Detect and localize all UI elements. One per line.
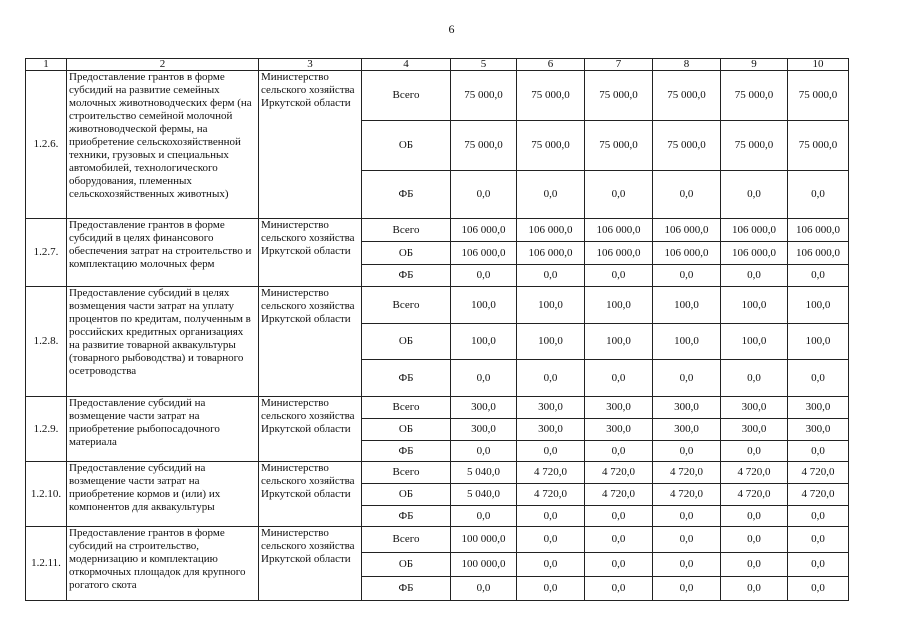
amount-cell: 75 000,0 bbox=[585, 121, 653, 171]
amount-cell: 106 000,0 bbox=[788, 219, 849, 242]
amount-cell: 4 720,0 bbox=[585, 484, 653, 506]
amount-cell: 100,0 bbox=[653, 324, 721, 360]
amount-cell: 75 000,0 bbox=[653, 71, 721, 121]
funding-source: ОБ bbox=[362, 242, 451, 265]
amount-cell: 0,0 bbox=[721, 506, 788, 527]
page-number: 6 bbox=[448, 22, 455, 36]
amount-cell: 300,0 bbox=[517, 419, 585, 441]
table-row bbox=[26, 219, 849, 242]
funding-source: ОБ bbox=[362, 553, 451, 577]
amount-cell: 0,0 bbox=[788, 506, 849, 527]
amount-cell: 0,0 bbox=[517, 553, 585, 577]
amount-cell: 0,0 bbox=[653, 553, 721, 577]
amount-cell: 75 000,0 bbox=[585, 71, 653, 121]
funding-source: Всего bbox=[362, 397, 451, 419]
amount-cell: 106 000,0 bbox=[721, 219, 788, 242]
funding-source: Всего bbox=[362, 527, 451, 553]
amount-cell: 0,0 bbox=[721, 265, 788, 287]
amount-cell: 0,0 bbox=[585, 360, 653, 397]
activity-code: 1.2.7. bbox=[26, 219, 67, 287]
table-row bbox=[26, 462, 849, 484]
amount-cell: 100,0 bbox=[721, 324, 788, 360]
responsible-organization: Министерство сельского хозяйства Иркутской области bbox=[259, 397, 362, 462]
column-number-row bbox=[26, 59, 849, 71]
column-number: 8 bbox=[653, 59, 721, 71]
amount-cell: 300,0 bbox=[788, 397, 849, 419]
amount-cell: 4 720,0 bbox=[653, 462, 721, 484]
amount-cell: 100,0 bbox=[517, 287, 585, 324]
amount-cell: 100,0 bbox=[721, 287, 788, 324]
responsible-organization: Министерство сельского хозяйства Иркутской области bbox=[259, 287, 362, 397]
amount-cell: 300,0 bbox=[585, 397, 653, 419]
responsible-organization: Министерство сельского хозяйства Иркутской области bbox=[259, 527, 362, 601]
amount-cell: 0,0 bbox=[721, 527, 788, 553]
activity-name: Предоставление грантов в форме субсидий в целях финансового обеспечения затрат на строительство и комплектацию молочных ферм bbox=[67, 219, 259, 287]
amount-cell: 100,0 bbox=[585, 287, 653, 324]
amount-cell: 106 000,0 bbox=[517, 242, 585, 265]
amount-cell: 100,0 bbox=[585, 324, 653, 360]
funding-source: Всего bbox=[362, 71, 451, 121]
amount-cell: 4 720,0 bbox=[721, 462, 788, 484]
amount-cell: 0,0 bbox=[585, 506, 653, 527]
amount-cell: 100,0 bbox=[517, 324, 585, 360]
activity-code: 1.2.11. bbox=[26, 527, 67, 601]
amount-cell: 75 000,0 bbox=[788, 71, 849, 121]
table-row bbox=[26, 397, 849, 419]
amount-cell: 0,0 bbox=[451, 577, 517, 601]
funding-source: ОБ bbox=[362, 121, 451, 171]
program-table bbox=[25, 58, 849, 601]
amount-cell: 0,0 bbox=[653, 527, 721, 553]
amount-cell: 0,0 bbox=[451, 171, 517, 219]
amount-cell: 106 000,0 bbox=[721, 242, 788, 265]
funding-source: ОБ bbox=[362, 419, 451, 441]
activity-name: Предоставление субсидий в целях возмещения части затрат на уплату процентов по кредитам, полученным в российских кредитных организациях на развитие товарной аквакультуры (товарного рыбоводства) и товарного осетроводства bbox=[67, 287, 259, 397]
funding-source: ФБ bbox=[362, 577, 451, 601]
responsible-organization: Министерство сельского хозяйства Иркутской области bbox=[259, 219, 362, 287]
amount-cell: 0,0 bbox=[788, 360, 849, 397]
amount-cell: 100 000,0 bbox=[451, 553, 517, 577]
amount-cell: 106 000,0 bbox=[451, 219, 517, 242]
amount-cell: 300,0 bbox=[721, 419, 788, 441]
amount-cell: 75 000,0 bbox=[788, 121, 849, 171]
funding-source: Всего bbox=[362, 219, 451, 242]
amount-cell: 5 040,0 bbox=[451, 462, 517, 484]
column-number: 6 bbox=[517, 59, 585, 71]
amount-cell: 106 000,0 bbox=[653, 219, 721, 242]
amount-cell: 300,0 bbox=[451, 397, 517, 419]
amount-cell: 100 000,0 bbox=[451, 527, 517, 553]
amount-cell: 4 720,0 bbox=[788, 484, 849, 506]
amount-cell: 0,0 bbox=[517, 506, 585, 527]
amount-cell: 106 000,0 bbox=[788, 242, 849, 265]
amount-cell: 100,0 bbox=[788, 324, 849, 360]
amount-cell: 75 000,0 bbox=[517, 71, 585, 121]
amount-cell: 100,0 bbox=[451, 287, 517, 324]
table-row bbox=[26, 71, 849, 121]
amount-cell: 0,0 bbox=[585, 265, 653, 287]
amount-cell: 0,0 bbox=[517, 265, 585, 287]
amount-cell: 4 720,0 bbox=[653, 484, 721, 506]
amount-cell: 0,0 bbox=[788, 171, 849, 219]
funding-source: ФБ bbox=[362, 265, 451, 287]
amount-cell: 0,0 bbox=[585, 441, 653, 462]
funding-source: ФБ bbox=[362, 360, 451, 397]
amount-cell: 0,0 bbox=[653, 577, 721, 601]
amount-cell: 0,0 bbox=[653, 360, 721, 397]
amount-cell: 0,0 bbox=[788, 441, 849, 462]
amount-cell: 300,0 bbox=[451, 419, 517, 441]
table-row bbox=[26, 287, 849, 324]
amount-cell: 0,0 bbox=[653, 506, 721, 527]
responsible-organization: Министерство сельского хозяйства Иркутской области bbox=[259, 71, 362, 219]
funding-source: Всего bbox=[362, 462, 451, 484]
funding-source: ФБ bbox=[362, 506, 451, 527]
amount-cell: 100,0 bbox=[451, 324, 517, 360]
activity-name: Предоставление грантов в форме субсидий на развитие семейных молочных животноводческих ферм (на строительство семейной молочной животноводческой фермы, на приобретение сельскохозяйственной техники, грузовых и специальных автомобилей, технологического оборудования, племенных сельскохозяйственных животных) bbox=[67, 71, 259, 219]
amount-cell: 0,0 bbox=[788, 553, 849, 577]
activity-code: 1.2.8. bbox=[26, 287, 67, 397]
amount-cell: 0,0 bbox=[653, 265, 721, 287]
funding-source: ОБ bbox=[362, 484, 451, 506]
activity-name: Предоставление субсидий на возмещение части затрат на приобретение кормов и (или) их компонентов для аквакультуры bbox=[67, 462, 259, 527]
amount-cell: 0,0 bbox=[721, 360, 788, 397]
amount-cell: 0,0 bbox=[517, 527, 585, 553]
amount-cell: 0,0 bbox=[585, 553, 653, 577]
column-number: 3 bbox=[259, 59, 362, 71]
amount-cell: 300,0 bbox=[788, 419, 849, 441]
amount-cell: 0,0 bbox=[788, 527, 849, 553]
amount-cell: 0,0 bbox=[517, 441, 585, 462]
amount-cell: 75 000,0 bbox=[451, 71, 517, 121]
amount-cell: 0,0 bbox=[451, 265, 517, 287]
amount-cell: 100,0 bbox=[653, 287, 721, 324]
amount-cell: 100,0 bbox=[788, 287, 849, 324]
amount-cell: 5 040,0 bbox=[451, 484, 517, 506]
amount-cell: 0,0 bbox=[517, 171, 585, 219]
activity-code: 1.2.9. bbox=[26, 397, 67, 462]
amount-cell: 106 000,0 bbox=[653, 242, 721, 265]
funding-source: ФБ bbox=[362, 171, 451, 219]
amount-cell: 0,0 bbox=[517, 577, 585, 601]
amount-cell: 0,0 bbox=[585, 577, 653, 601]
column-number: 10 bbox=[788, 59, 849, 71]
amount-cell: 0,0 bbox=[721, 171, 788, 219]
amount-cell: 4 720,0 bbox=[788, 462, 849, 484]
column-number: 4 bbox=[362, 59, 451, 71]
amount-cell: 4 720,0 bbox=[517, 462, 585, 484]
table-row bbox=[26, 527, 849, 553]
amount-cell: 0,0 bbox=[788, 265, 849, 287]
amount-cell: 106 000,0 bbox=[517, 219, 585, 242]
amount-cell: 106 000,0 bbox=[451, 242, 517, 265]
amount-cell: 0,0 bbox=[721, 553, 788, 577]
amount-cell: 0,0 bbox=[585, 527, 653, 553]
amount-cell: 300,0 bbox=[585, 419, 653, 441]
funding-source: ОБ bbox=[362, 324, 451, 360]
column-number: 5 bbox=[451, 59, 517, 71]
amount-cell: 106 000,0 bbox=[585, 219, 653, 242]
amount-cell: 4 720,0 bbox=[721, 484, 788, 506]
activity-name: Предоставление грантов в форме субсидий на строительство, модернизацию и комплектацию откормочных площадок для крупного рогатого скота bbox=[67, 527, 259, 601]
funding-source: ФБ bbox=[362, 441, 451, 462]
amount-cell: 0,0 bbox=[585, 171, 653, 219]
activity-code: 1.2.6. bbox=[26, 71, 67, 219]
activity-name: Предоставление субсидий на возмещение части затрат на приобретение рыбопосадочного материала bbox=[67, 397, 259, 462]
amount-cell: 75 000,0 bbox=[451, 121, 517, 171]
activity-code: 1.2.10. bbox=[26, 462, 67, 527]
amount-cell: 106 000,0 bbox=[585, 242, 653, 265]
column-number: 9 bbox=[721, 59, 788, 71]
column-number: 1 bbox=[26, 59, 67, 71]
amount-cell: 0,0 bbox=[517, 360, 585, 397]
funding-source: Всего bbox=[362, 287, 451, 324]
amount-cell: 75 000,0 bbox=[721, 121, 788, 171]
amount-cell: 0,0 bbox=[451, 441, 517, 462]
amount-cell: 300,0 bbox=[517, 397, 585, 419]
amount-cell: 75 000,0 bbox=[653, 121, 721, 171]
amount-cell: 0,0 bbox=[451, 360, 517, 397]
amount-cell: 4 720,0 bbox=[585, 462, 653, 484]
amount-cell: 4 720,0 bbox=[517, 484, 585, 506]
amount-cell: 75 000,0 bbox=[721, 71, 788, 121]
amount-cell: 0,0 bbox=[721, 577, 788, 601]
amount-cell: 0,0 bbox=[451, 506, 517, 527]
amount-cell: 0,0 bbox=[788, 577, 849, 601]
amount-cell: 300,0 bbox=[653, 397, 721, 419]
column-number: 7 bbox=[585, 59, 653, 71]
amount-cell: 75 000,0 bbox=[517, 121, 585, 171]
amount-cell: 300,0 bbox=[721, 397, 788, 419]
amount-cell: 0,0 bbox=[721, 441, 788, 462]
amount-cell: 0,0 bbox=[653, 441, 721, 462]
amount-cell: 0,0 bbox=[653, 171, 721, 219]
responsible-organization: Министерство сельского хозяйства Иркутской области bbox=[259, 462, 362, 527]
amount-cell: 300,0 bbox=[653, 419, 721, 441]
column-number: 2 bbox=[67, 59, 259, 71]
